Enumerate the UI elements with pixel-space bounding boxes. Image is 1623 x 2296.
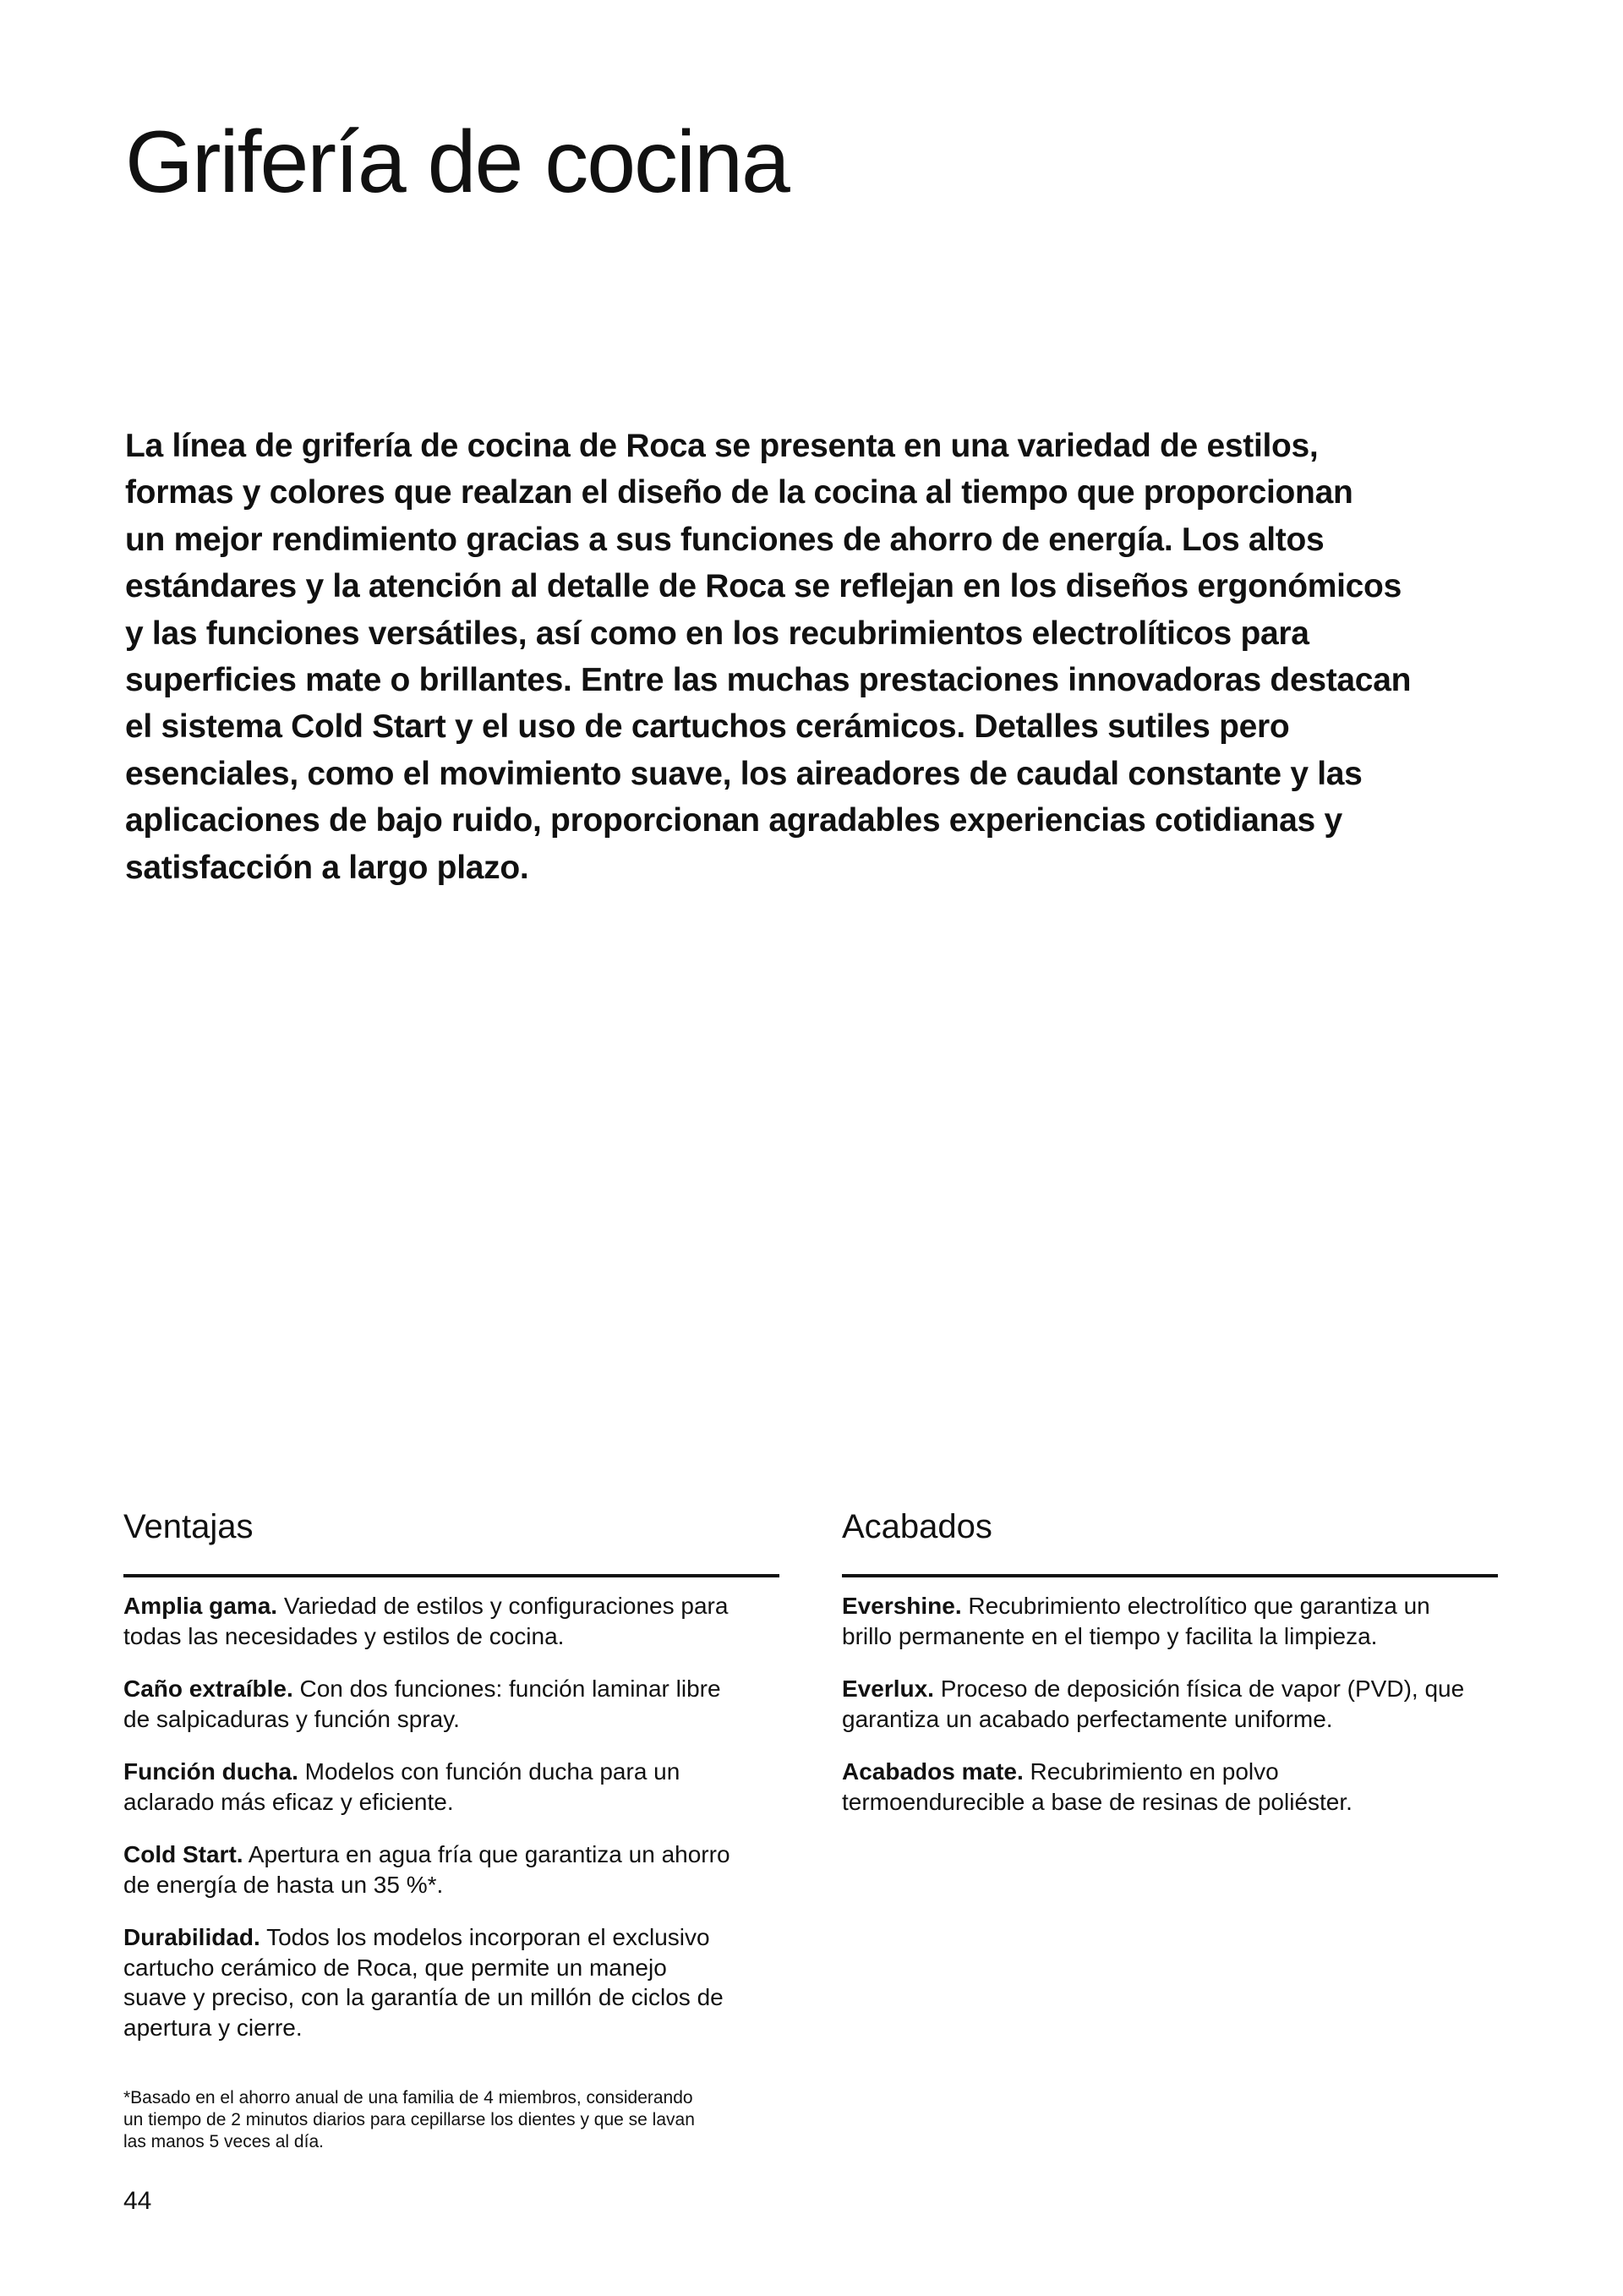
- acabado-term: Evershine.: [842, 1593, 962, 1619]
- ventaja-term: Durabilidad.: [123, 1924, 260, 1950]
- intro-line: formas y colores que realzan el diseño de la cocina al tiempo que proporcionan: [125, 474, 1353, 511]
- intro-line: superficies mate o brillantes. Entre las muchas prestaciones innovadoras destacan: [125, 662, 1412, 699]
- ventaja-term: Caño extraíble.: [123, 1676, 293, 1702]
- acabado-text: termoendurecible a base de resinas de poliéster.: [842, 1788, 1352, 1815]
- ventaja-text: Apertura en agua fría que garantiza un ahorro: [243, 1841, 730, 1867]
- ventaja-item: [123, 1840, 779, 1900]
- intro-line: satisfacción a largo plazo.: [125, 849, 529, 886]
- acabado-text: brillo permanente en el tiempo y facilita la limpieza.: [842, 1622, 1378, 1649]
- page-title: Grifería de cocina: [125, 113, 789, 211]
- ventaja-term: Cold Start.: [123, 1841, 243, 1867]
- acabado-term: Everlux.: [842, 1676, 934, 1702]
- intro-paragraph: [125, 423, 1495, 891]
- ventaja-term: Función ducha.: [123, 1758, 298, 1785]
- acabado-item: [842, 1674, 1498, 1734]
- footnote-line: las manos 5 veces al día.: [123, 2132, 324, 2151]
- ventajas-list: [123, 1591, 779, 2042]
- footnote-line: *Basado en el ahorro anual de una familia de 4 miembros, considerando: [123, 2088, 693, 2107]
- ventaja-text: suave y preciso, con la garantía de un millón de ciclos de: [123, 1984, 724, 2010]
- ventaja-item: [123, 1757, 779, 1817]
- ventaja-text: cartucho cerámico de Roca, que permite un manejo: [123, 1954, 667, 1981]
- ventaja-text: Variedad de estilos y configuraciones para: [277, 1593, 729, 1619]
- ventaja-item: [123, 1674, 779, 1734]
- ventaja-text: de energía de hasta un 35 %*.: [123, 1871, 444, 1898]
- ventaja-text: Modelos con función ducha para un: [298, 1758, 680, 1785]
- intro-line: aplicaciones de bajo ruido, proporcionan agradables experiencias cotidianas y: [125, 802, 1342, 839]
- acabado-text: garantiza un acabado perfectamente uniforme.: [842, 1705, 1333, 1732]
- ventaja-item: [123, 1922, 779, 2042]
- intro-line: esenciales, como el movimiento suave, los aireadores de caudal constante y las: [125, 755, 1363, 792]
- intro-line: La línea de grifería de cocina de Roca se presenta en una variedad de estilos,: [125, 428, 1319, 464]
- ventaja-text: Con dos funciones: función laminar libre: [292, 1676, 721, 1702]
- acabado-text: Recubrimiento en polvo: [1023, 1758, 1279, 1785]
- ventaja-text: de salpicaduras y función spray.: [123, 1705, 460, 1732]
- ventaja-text: apertura y cierre.: [123, 2014, 303, 2041]
- ventaja-text: Todos los modelos incorporan el exclusivo: [260, 1924, 710, 1950]
- page-number: 44: [123, 2187, 152, 2215]
- acabado-text: Recubrimiento electrolítico que garantiza un: [961, 1593, 1430, 1619]
- footnote-line: un tiempo de 2 minutos diarios para cepillarse los dientes y que se lavan: [123, 2110, 695, 2129]
- acabados-divider: [842, 1574, 1498, 1577]
- ventajas-divider: [123, 1574, 779, 1577]
- ventaja-text: aclarado más eficaz y eficiente.: [123, 1788, 454, 1815]
- intro-line: un mejor rendimiento gracias a sus funciones de ahorro de energía. Los altos: [125, 521, 1325, 558]
- ventajas-section: [123, 1505, 779, 2065]
- acabado-term: Acabados mate.: [842, 1758, 1024, 1785]
- ventaja-text: todas las necesidades y estilos de cocina.: [123, 1622, 565, 1649]
- intro-line: y las funciones versátiles, así como en los recubrimientos electrolíticos para: [125, 615, 1309, 652]
- acabado-text: Proceso de deposición física de vapor (PVD), que: [933, 1676, 1465, 1702]
- acabado-item: [842, 1591, 1498, 1651]
- footnote: [123, 2087, 783, 2153]
- ventaja-item: [123, 1591, 779, 1651]
- ventajas-heading: Ventajas: [123, 1508, 254, 1545]
- ventaja-term: Amplia gama.: [123, 1593, 278, 1619]
- intro-line: el sistema Cold Start y el uso de cartuchos cerámicos. Detalles sutiles pero: [125, 708, 1290, 746]
- acabado-item: [842, 1757, 1498, 1817]
- acabados-heading: Acabados: [842, 1508, 992, 1545]
- intro-line: estándares y la atención al detalle de Roca se reflejan en los diseños ergonómicos: [125, 568, 1402, 605]
- acabados-list: [842, 1591, 1498, 1817]
- acabados-section: [842, 1505, 1498, 1840]
